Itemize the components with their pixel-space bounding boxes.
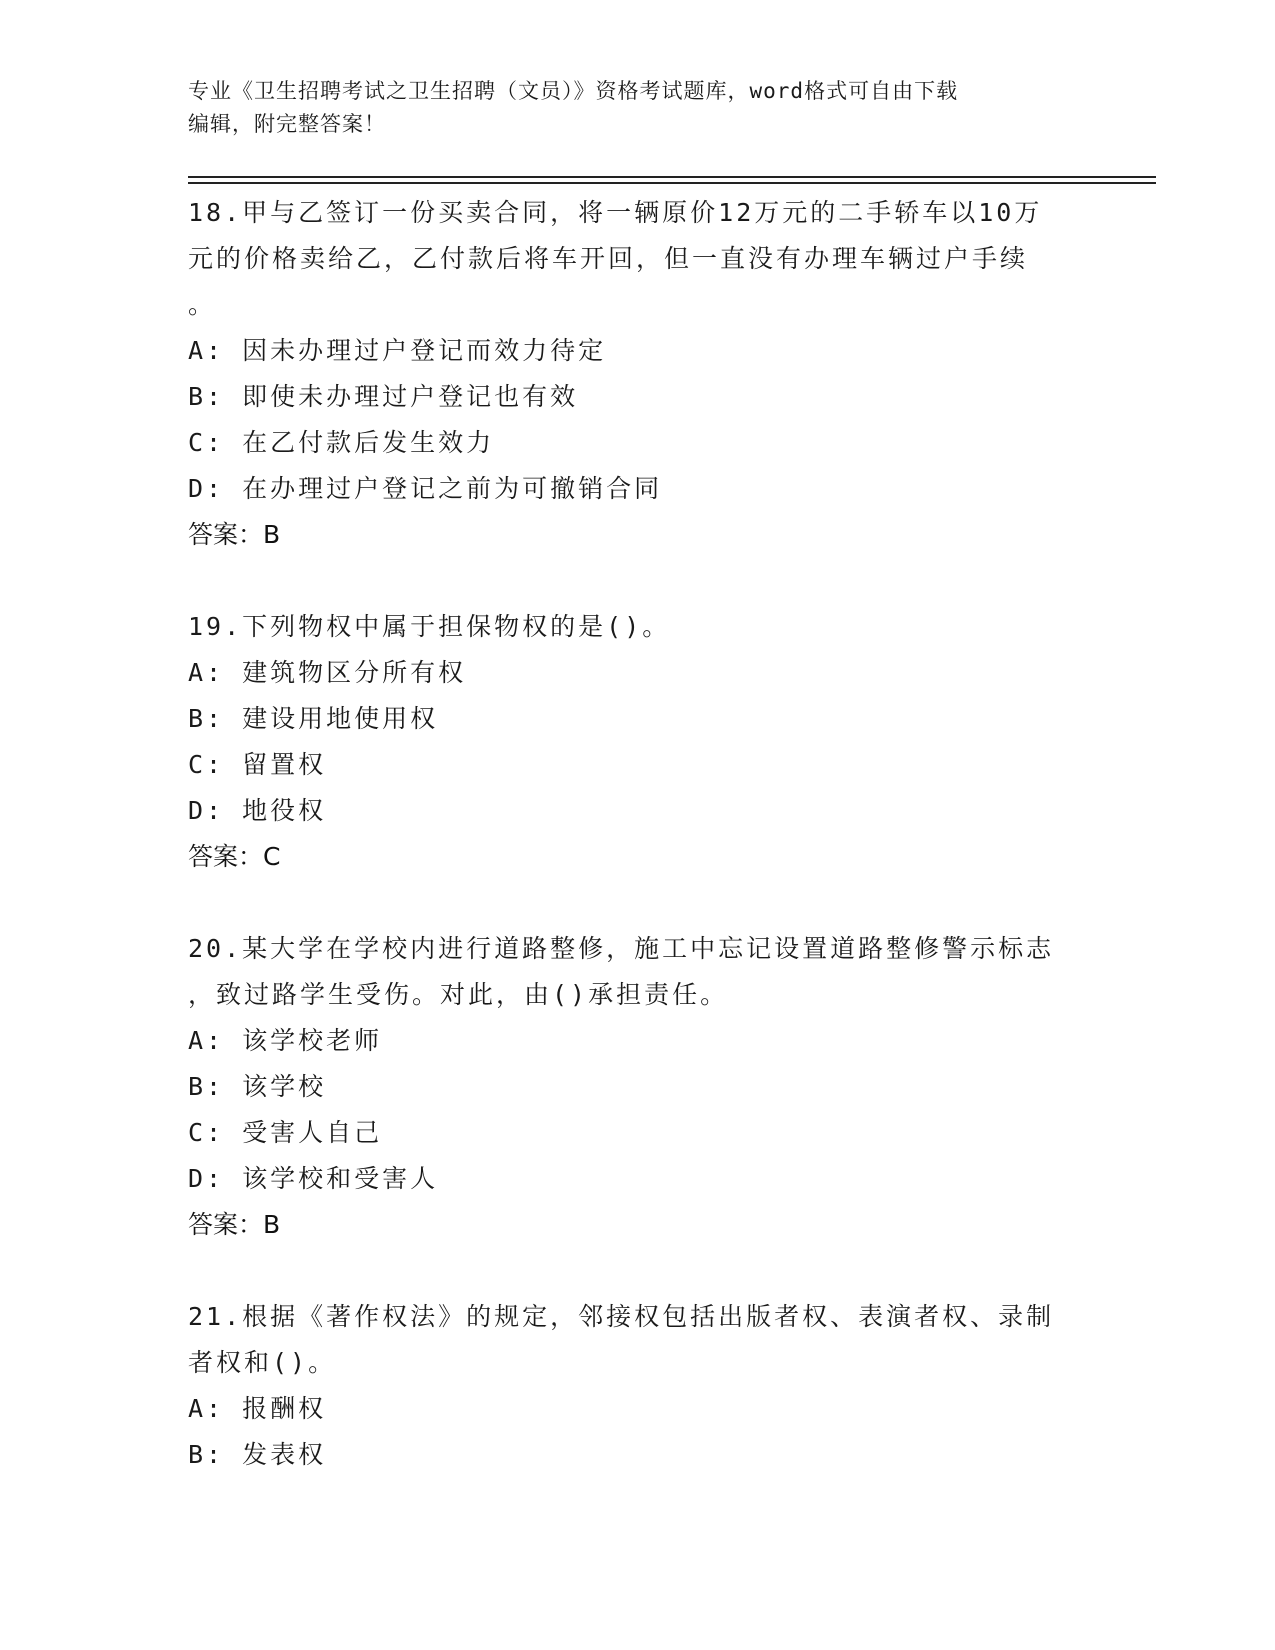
option-c: C: 在乙付款后发生效力 bbox=[188, 428, 495, 457]
document-header bbox=[188, 75, 1068, 141]
question-text: 19.下列物权中属于担保物权的是()。 bbox=[188, 612, 671, 641]
question-list bbox=[188, 190, 1088, 1524]
option-d: D: 地役权 bbox=[188, 796, 327, 825]
option-a: A: 该学校老师 bbox=[188, 1026, 383, 1055]
question-20 bbox=[188, 926, 1088, 1248]
option-b: B: 即使未办理过户登记也有效 bbox=[188, 382, 579, 411]
answer: 答案：B bbox=[188, 520, 281, 549]
option-c: C: 留置权 bbox=[188, 750, 327, 779]
option-a: A: 因未办理过户登记而效力待定 bbox=[188, 336, 607, 365]
header-divider-bottom bbox=[188, 182, 1156, 184]
option-c: C: 受害人自己 bbox=[188, 1118, 383, 1147]
question-text: 。 bbox=[188, 290, 217, 319]
option-a: A: 报酬权 bbox=[188, 1394, 327, 1423]
header-divider-top bbox=[188, 176, 1156, 178]
question-text: 21.根据《著作权法》的规定，邻接权包括出版者权、表演者权、录制 bbox=[188, 1302, 1055, 1331]
option-b: B: 发表权 bbox=[188, 1440, 327, 1469]
option-b: B: 建设用地使用权 bbox=[188, 704, 439, 733]
answer: 答案：B bbox=[188, 1210, 281, 1239]
question-text: ，致过路学生受伤。对此，由()承担责任。 bbox=[188, 980, 729, 1009]
question-text: 18.甲与乙签订一份买卖合同，将一辆原价12万元的二手轿车以10万 bbox=[188, 198, 1043, 227]
question-19 bbox=[188, 604, 1088, 880]
question-text: 20.某大学在学校内进行道路整修，施工中忘记设置道路整修警示标志 bbox=[188, 934, 1055, 963]
header-title-line-1: 专业《卫生招聘考试之卫生招聘（文员）》资格考试题库，word格式可自由下载 bbox=[188, 79, 959, 103]
option-d: D: 在办理过户登记之前为可撤销合同 bbox=[188, 474, 663, 503]
question-text: 元的价格卖给乙，乙付款后将车开回，但一直没有办理车辆过户手续 bbox=[188, 244, 1029, 273]
option-b: B: 该学校 bbox=[188, 1072, 327, 1101]
question-21 bbox=[188, 1294, 1088, 1478]
question-18 bbox=[188, 190, 1088, 558]
question-text: 者权和()。 bbox=[188, 1348, 337, 1377]
option-a: A: 建筑物区分所有权 bbox=[188, 658, 467, 687]
answer: 答案：C bbox=[188, 842, 281, 871]
header-title-line-2: 编辑，附完整答案！ bbox=[188, 112, 386, 136]
option-d: D: 该学校和受害人 bbox=[188, 1164, 439, 1193]
